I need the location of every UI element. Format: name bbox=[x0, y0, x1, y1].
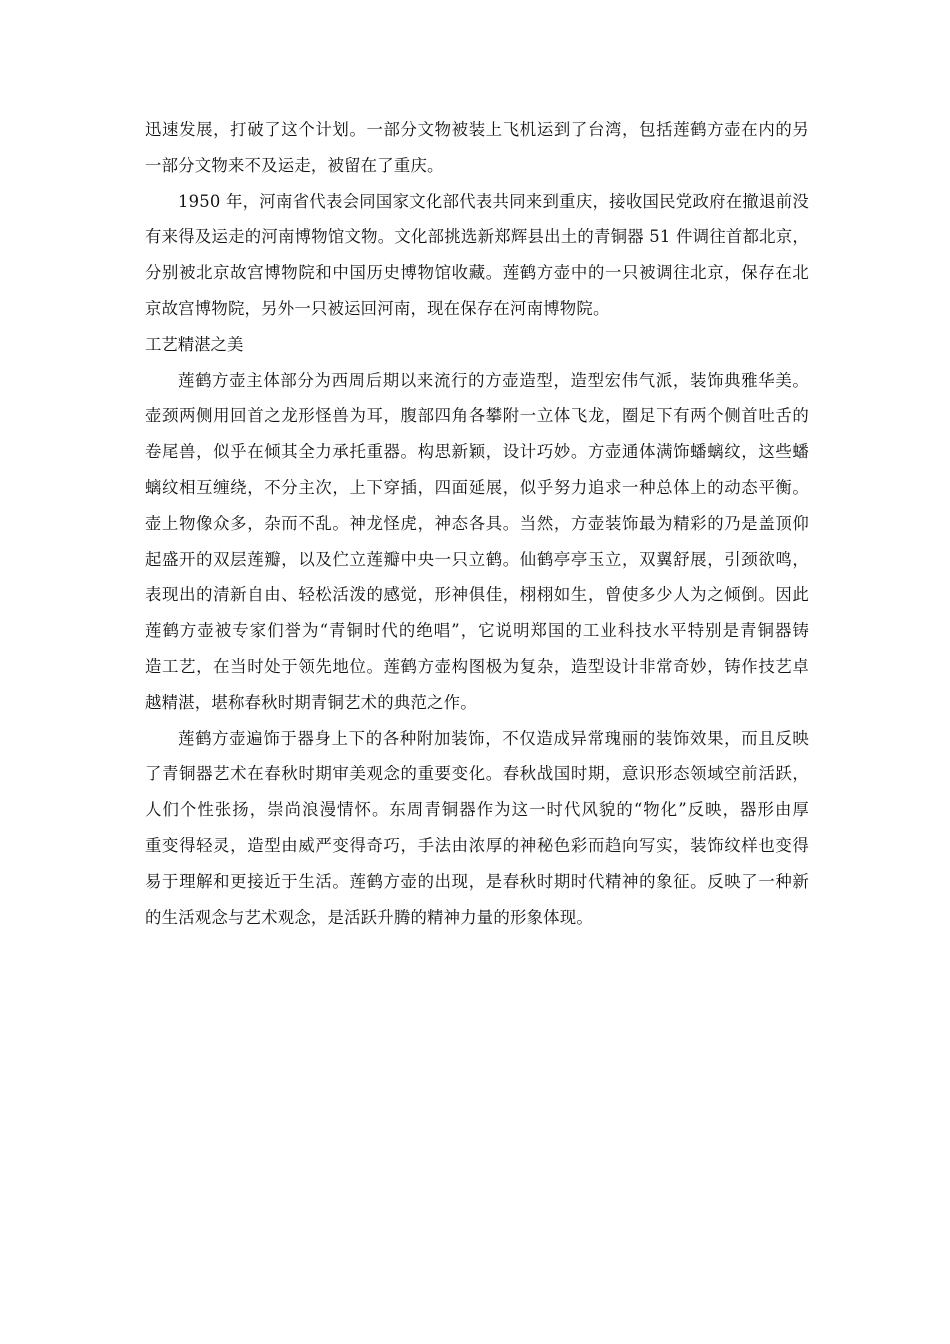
text-line: 卷尾兽，似乎在倾其全力承托重器。构思新颖，设计巧妙。方壶通体满饰蟠螭纹，这些蟠 bbox=[145, 442, 809, 462]
text-line: 有来得及运走的河南博物馆文物。文化部挑选新郑辉县出土的青铜器 51 件调往首都北京， bbox=[145, 227, 809, 247]
text-line: 一部分文物来不及运走，被留在了重庆。 bbox=[145, 155, 444, 175]
text-line: 莲鹤方壶主体部分为西周后期以来流行的方壶造型，造型宏伟气派，装饰典雅华美。 bbox=[178, 370, 809, 390]
text-line: 1950 年，河南省代表会同国家文化部代表共同来到重庆，接收国民党政府在撤退前没 bbox=[178, 191, 809, 211]
paragraph-2 bbox=[145, 184, 809, 327]
text-line: 迅速发展，打破了这个计划。一部分文物被装上飞机运到了台湾，包括莲鹤方壶在内的另 bbox=[145, 120, 809, 139]
text-line: 重变得轻灵，造型由威严变得奇巧，手法由浓厚的神秘色彩而趋向写实，装饰纹样也变得 bbox=[145, 835, 809, 855]
text-line: 京故宫博物院，另外一只被运回河南，现在保存在河南博物院。 bbox=[145, 298, 610, 318]
text-line: 越精湛，堪称春秋时期青铜艺术的典范之作。 bbox=[145, 692, 477, 712]
paragraph-4 bbox=[145, 721, 809, 936]
text-line: 起盛开的双层莲瓣，以及伫立莲瓣中央一只立鹤。仙鹤亭亭玉立，双翼舒展，引颈欲鸣， bbox=[145, 549, 809, 569]
text-line: 莲鹤方壶遍饰于器身上下的各种附加装饰，不仅造成异常瑰丽的装饰效果，而且反映 bbox=[178, 728, 809, 748]
text-line: 表现出的清新自由、轻松活泼的感觉，形神俱佳，栩栩如生，曾使多少人为之倾倒。因此 bbox=[145, 585, 809, 605]
text-line: 造工艺，在当时处于领先地位。莲鹤方壶构图极为复杂，造型设计非常奇妙，铸作技艺卓 bbox=[145, 656, 809, 676]
text-line: 人们个性张扬，崇尚浪漫情怀。东周青铜器作为这一时代风貌的“物化”反映，器形由厚 bbox=[145, 800, 809, 820]
text-line: 了青铜器艺术在春秋时期审美观念的重要变化。春秋战国时期，意识形态领域空前活跃， bbox=[145, 764, 809, 784]
text-line: 莲鹤方壶被专家们誉为“青铜时代的绝唱”，它说明郑国的工业科技水平特别是青铜器铸 bbox=[145, 621, 809, 641]
text-line: 分别被北京故宫博物院和中国历史博物馆收藏。莲鹤方壶中的一只被调往北京，保存在北 bbox=[145, 263, 809, 283]
text-line: 壶上物像众多，杂而不乱。神龙怪虎，神态各具。当然，方壶装饰最为精彩的乃是盖顶仰 bbox=[145, 513, 809, 533]
document-body bbox=[145, 112, 809, 935]
text-line: 的生活观念与艺术观念，是活跃升腾的精神力量的形象体现。 bbox=[145, 907, 593, 927]
text-line: 壶颈两侧用回首之龙形怪兽为耳，腹部四角各攀附一立体飞龙，圈足下有两个侧首吐舌的 bbox=[145, 406, 809, 426]
text-line: 易于理解和更接近于生活。莲鹤方壶的出现，是春秋时期时代精神的象征。反映了一种新 bbox=[145, 871, 809, 891]
paragraph-3 bbox=[145, 363, 809, 721]
section-heading: 工艺精湛之美 bbox=[145, 334, 244, 354]
text-line: 螭纹相互缠绕，不分主次，上下穿插，四面延展，似乎努力追求一种总体上的动态平衡。 bbox=[145, 477, 809, 497]
paragraph-1 bbox=[145, 112, 809, 184]
